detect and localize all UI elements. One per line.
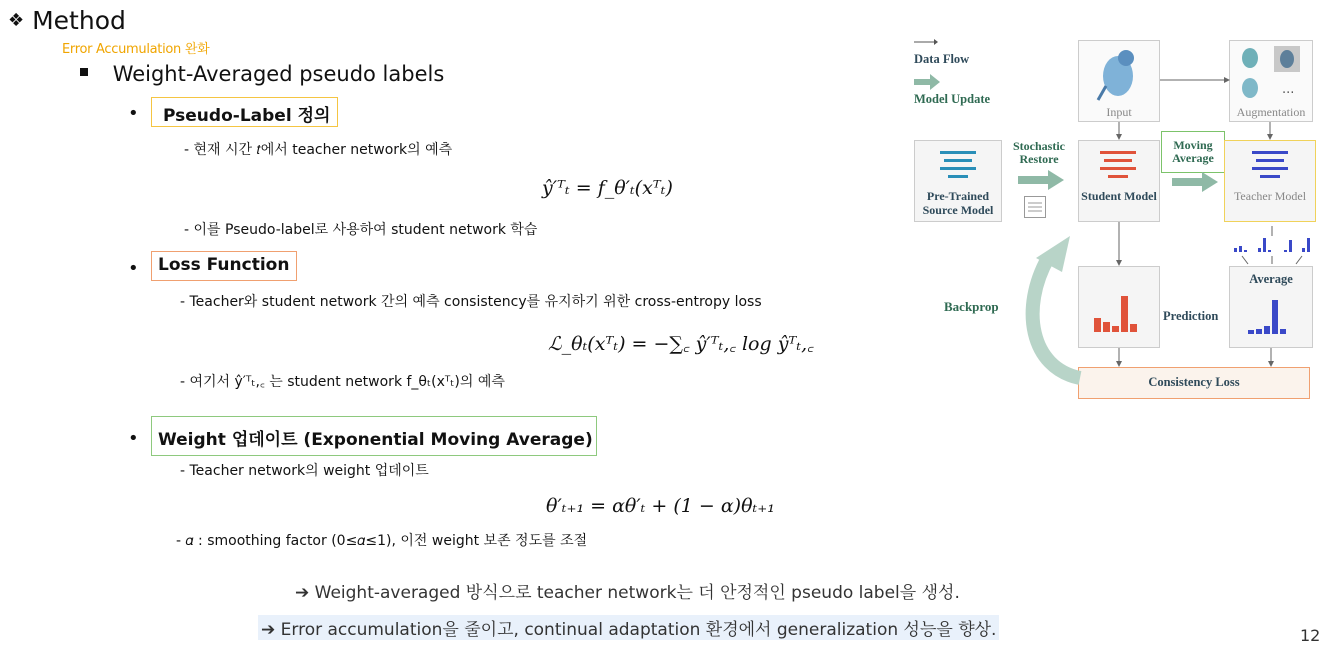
model-update-arrow-icon	[914, 74, 940, 90]
average-label: Average	[1249, 272, 1293, 286]
student-prediction-chart-icon	[1094, 292, 1144, 336]
data-flow-arrow-icon	[914, 38, 938, 46]
conclusion-2: ➔ Error accumulation을 줄이고, continual adaptation 환경에서 generalization 성능을 향상.	[258, 615, 999, 640]
page-number: 12	[1300, 626, 1321, 645]
teacher-model-icon	[1252, 150, 1288, 180]
augmentation-more: ...	[1282, 82, 1295, 97]
input-to-student-arrow-icon	[1115, 122, 1123, 140]
legend-data-flow: Data Flow	[914, 52, 970, 66]
prediction-label: Prediction	[1163, 309, 1219, 323]
teacher-multi-predictions-icon	[1232, 226, 1314, 266]
conclusion-1: ➔ Weight-averaged 방식으로 teacher network는 더 안정적인 pseudo label을 생성.	[295, 583, 960, 603]
bullet-dot: •	[128, 103, 139, 124]
backprop-arrow-icon	[1010, 228, 1090, 388]
backprop-label: Backprop	[944, 299, 999, 314]
legend-model-update: Model Update	[914, 92, 991, 106]
student-model-icon	[1100, 150, 1136, 180]
student-label: Student Model	[1081, 189, 1157, 203]
ema-formula: θ′ₜ₊₁ = αθ′ₜ + (1 − α)θₜ₊₁	[546, 495, 775, 517]
ema-heading: Weight 업데이트 (Exponential Moving Average)	[158, 430, 593, 450]
moving-average-arrow-icon	[1172, 172, 1218, 192]
augmented-images-icon	[1238, 44, 1308, 102]
main-item-title: Weight-Averaged pseudo labels	[112, 62, 445, 86]
ema-desc2: - 𝛼 : smoothing factor (0≤𝛼≤1), 이전 weight 보존 정도를 조절	[176, 533, 588, 549]
pretrained-model-icon	[940, 150, 976, 180]
loss-formula: ℒ_θₜ(xᵀₜ) = −∑꜀ ŷ′ᵀₜ,꜀ log ŷᵀₜ,꜀	[548, 333, 814, 355]
average-prediction-chart-icon	[1248, 296, 1294, 336]
student-to-prediction-arrow-icon	[1115, 222, 1123, 266]
input-label: Input	[1106, 105, 1132, 119]
pseudo-label-desc2: - 이를 Pseudo-label로 사용하여 student network 학습	[184, 222, 538, 238]
pretrained-label: Pre-Trained Source Model	[922, 189, 994, 217]
stochastic-restore-label: Stochastic Restore	[1013, 139, 1065, 166]
average-to-loss-arrow-icon	[1267, 348, 1275, 367]
input-to-aug-arrow-icon	[1160, 76, 1230, 84]
pseudo-label-heading: Pseudo-Label 정의	[163, 106, 331, 126]
bullet-dot: •	[128, 428, 139, 449]
consistency-loss-label: Consistency Loss	[1148, 375, 1240, 389]
stochastic-restore-arrow-icon	[1018, 170, 1064, 190]
loss-desc2: - 여기서 ŷ′ᵀₜ,꜀ 는 student network f_θₜ(xᵀₜ)의 예측	[180, 374, 505, 390]
pseudo-label-desc1: - 현재 시간 𝑡에서 teacher network의 예측	[184, 142, 453, 158]
teacher-label: Teacher Model	[1233, 189, 1307, 203]
loss-desc1: - Teacher와 student network 간의 예측 consistency를 유지하기 위한 cross-entropy loss	[180, 294, 762, 310]
section-subtitle: Error Accumulation 완화	[62, 42, 210, 57]
bullet-dot: •	[128, 258, 139, 279]
mask-icon	[1024, 196, 1046, 218]
augmentation-label: Augmentation	[1236, 105, 1306, 119]
aug-to-teacher-arrow-icon	[1266, 122, 1274, 140]
loss-heading: Loss Function	[158, 255, 290, 275]
diamond-bullet-icon: ❖	[8, 10, 25, 31]
prediction-to-loss-arrow-icon	[1115, 348, 1123, 367]
pseudo-label-formula: ŷ′ᵀₜ = f_θ′ₜ(xᵀₜ)	[542, 177, 673, 199]
section-title: Method	[32, 6, 126, 35]
moving-average-label: Moving Average	[1172, 138, 1214, 165]
ema-desc1: - Teacher network의 weight 업데이트	[180, 463, 429, 479]
bird-image-icon	[1096, 46, 1142, 102]
